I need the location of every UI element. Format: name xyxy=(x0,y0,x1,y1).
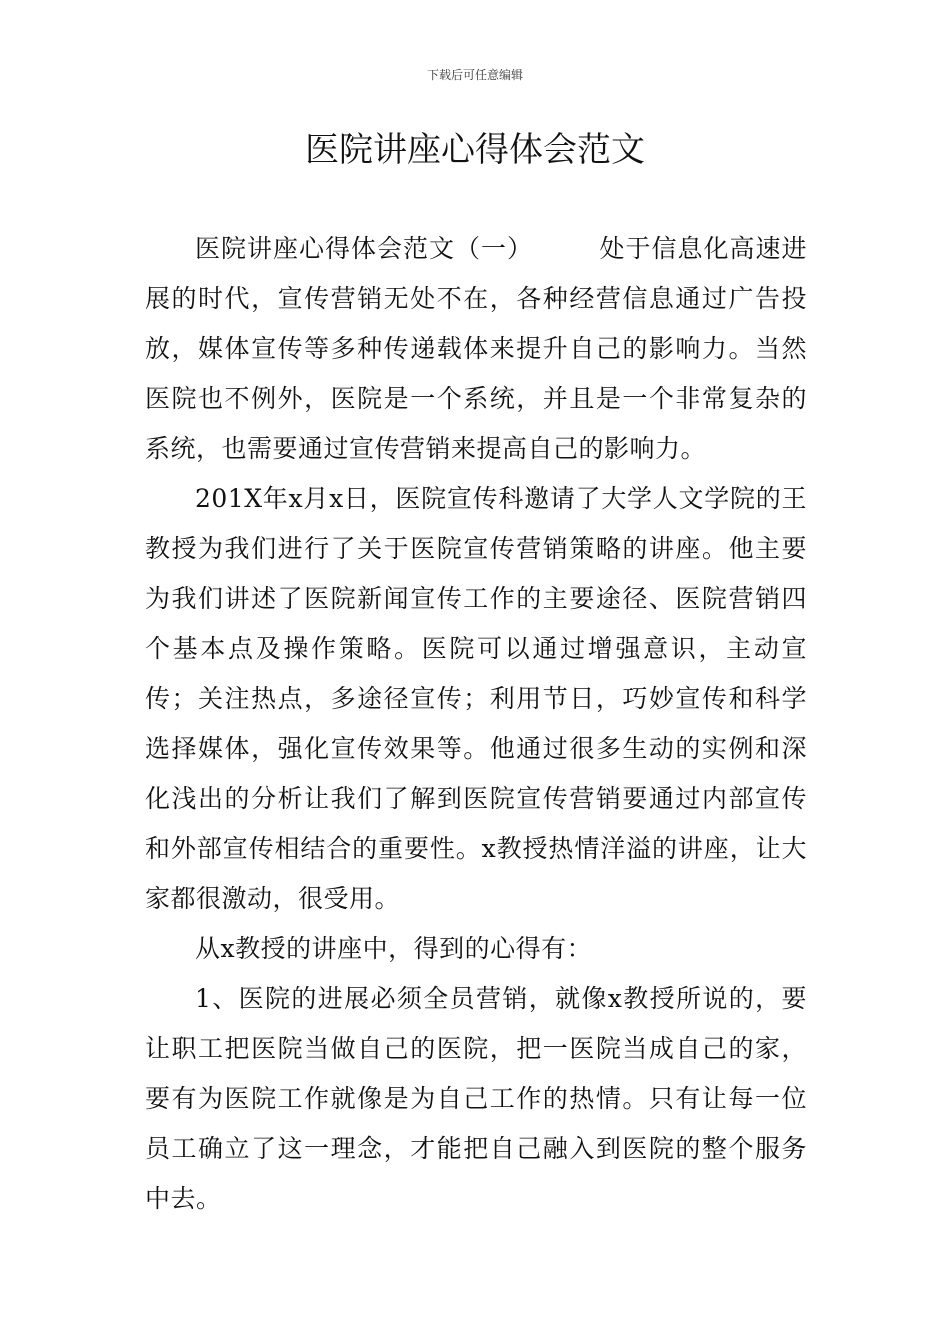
paragraph-2: 201X年x月x日，医院宣传科邀请了大学人文学院的王教授为我们进行了关于医院宣传营销策略的讲座。他主要为我们讲述了医院新闻宣传工作的主要途径、医院营销四个基本点及操作策略。医院可以通过增强意识，主动宣传；关注热点，多途径宣传；利用节日，巧妙宣传和科学选择媒体，强化宣传效果等。他通过很多生动的实例和深化浅出的分析让我们了解到医院宣传营销要通过内部宣传和外部宣传相结合的重要性。x教授热情洋溢的讲座，让大家都很激动，很受用。 xyxy=(145,484,807,913)
section-heading: 医院讲座心得体会范文（一） xyxy=(195,234,533,263)
paragraph-1-text: 处于信息化高速进展的时代，宣传营销无处不在，各种经营信息通过广告投放，媒体宣传等多种传递载体来提升自己的影响力。当然医院也不例外，医院是一个系统，并且是一个非常复杂的系统，也需要通过宣传营销来提高自己的影响力。 xyxy=(145,234,807,463)
paragraph-3: 从x教授的讲座中，得到的心得有： xyxy=(195,934,593,963)
paragraph-1 xyxy=(145,224,807,474)
document-body xyxy=(145,224,807,1224)
document-title: 医院讲座心得体会范文 xyxy=(305,130,645,170)
paragraph-4: 1、医院的进展必须全员营销，就像x教授所说的，要让职工把医院当做自己的医院，把一医院当成自己的家，要有为医院工作就像是为自己工作的热情。只有让每一位员工确立了这一理念，才能把自己融入到医院的整个服务中去。 xyxy=(145,984,807,1213)
header-note: 下载后可任意编辑 xyxy=(426,68,523,82)
